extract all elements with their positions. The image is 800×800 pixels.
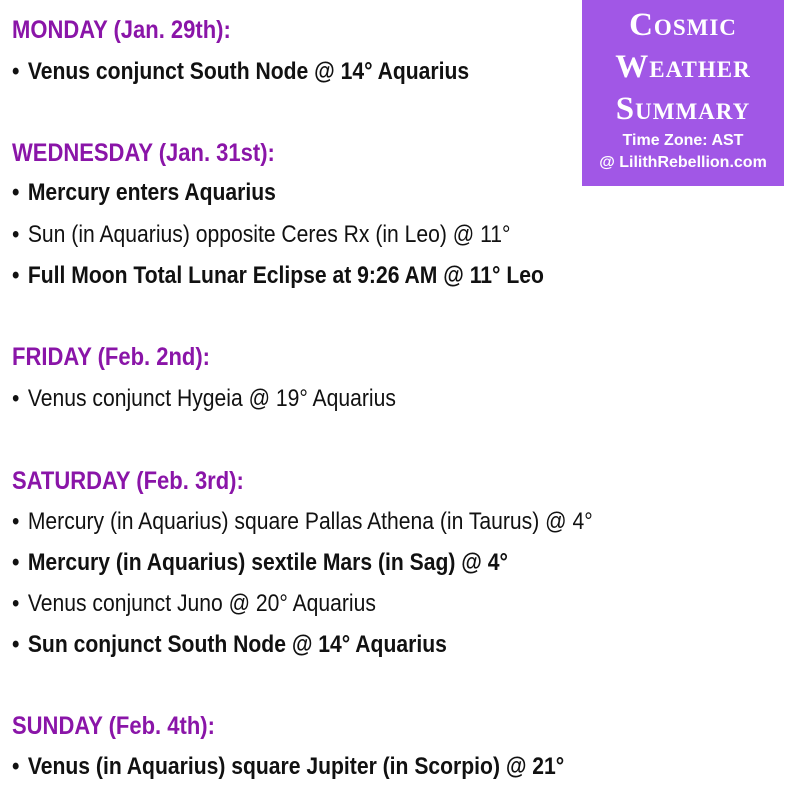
event-item: [12, 57, 469, 87]
timezone-label: Time Zone: AST: [622, 132, 744, 149]
day-heading-wednesday: WEDNESDAY (Jan. 31st):: [12, 139, 275, 167]
summary-title-line-3: Summary: [615, 91, 751, 127]
event-text: Mercury (in Aquarius) square Pallas Athena (in Taurus) @ 4°: [27, 508, 593, 535]
event-text: Mercury enters Aquarius: [27, 179, 276, 206]
event-item: [12, 752, 564, 782]
event-text: Venus (in Aquarius) square Jupiter (in Scorpio) @ 21°: [27, 753, 565, 780]
day-heading-monday: MONDAY (Jan. 29th):: [12, 16, 231, 44]
day-heading-saturday: SATURDAY (Feb. 3rd):: [12, 467, 244, 495]
summary-title-line-1: Cosmic: [629, 7, 737, 43]
bullet-icon: •: [12, 753, 20, 780]
event-text: Venus conjunct Juno @ 20° Aquarius: [27, 590, 376, 617]
bullet-icon: •: [12, 179, 20, 206]
bullet-icon: •: [12, 385, 20, 412]
event-item: [12, 548, 508, 578]
event-item: [12, 589, 376, 619]
day-heading-friday: FRIDAY (Feb. 2nd):: [12, 343, 211, 371]
event-item: [12, 261, 544, 291]
event-item: [12, 220, 510, 250]
bullet-icon: •: [12, 631, 20, 658]
bullet-icon: •: [12, 262, 20, 289]
event-text: Venus conjunct Hygeia @ 19° Aquarius: [27, 385, 396, 412]
event-text: Full Moon Total Lunar Eclipse at 9:26 AM @ 11° Leo: [27, 262, 544, 289]
bullet-icon: •: [12, 549, 20, 576]
event-text: Sun (in Aquarius) opposite Ceres Rx (in Leo) @ 11°: [27, 221, 511, 248]
bullet-icon: •: [12, 590, 20, 617]
bullet-icon: •: [12, 221, 20, 248]
event-text: Sun conjunct South Node @ 14° Aquarius: [27, 631, 447, 658]
day-heading-sunday: SUNDAY (Feb. 4th):: [12, 712, 215, 740]
event-item: [12, 630, 447, 660]
summary-title-line-2: Weather: [615, 49, 751, 85]
cosmic-weather-summary-box: [582, 0, 784, 186]
event-item: [12, 384, 396, 414]
event-text: Venus conjunct South Node @ 14° Aquarius: [27, 58, 470, 85]
bullet-icon: •: [12, 58, 20, 85]
event-item: [12, 507, 593, 537]
bullet-icon: •: [12, 508, 20, 535]
site-credit: @ LilithRebellion.com: [599, 154, 767, 171]
event-text: Mercury (in Aquarius) sextile Mars (in Sag) @ 4°: [27, 549, 508, 576]
event-item: [12, 178, 276, 208]
